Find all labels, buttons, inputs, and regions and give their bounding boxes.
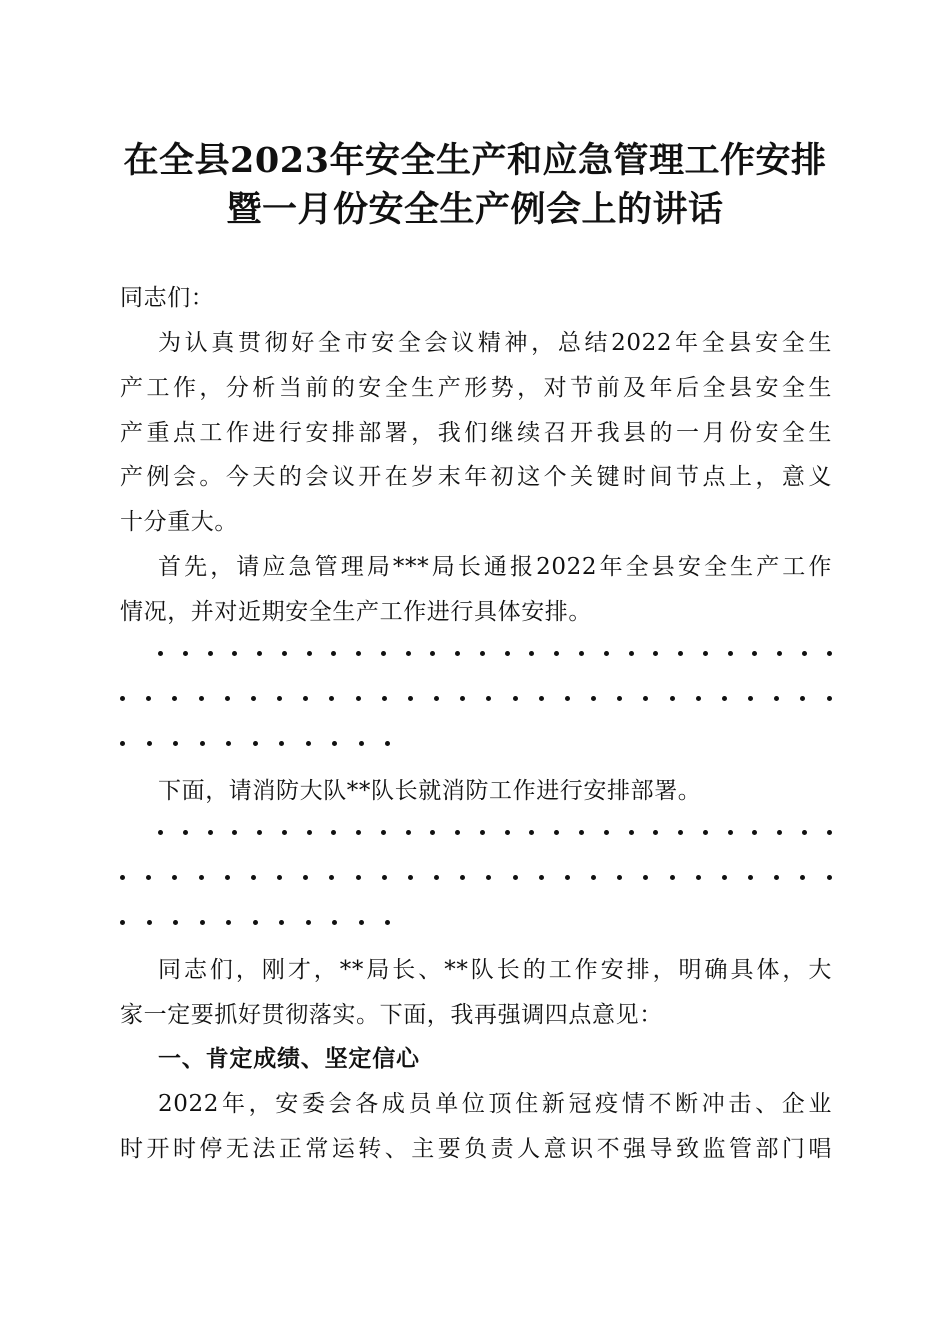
omitted-content-dots [120,686,832,710]
paragraph-line: 时开时停无法正常运转、主要负责人意识不强导致监管部门唱 [120,1136,832,1162]
paragraph-line: 为认真贯彻好全市安全会议精神，总结2022年全县安全生 [158,330,832,356]
paragraph-line: 产重点工作进行安排部署，我们继续召开我县的一月份安全生 [120,420,832,446]
paragraph-line: 产工作，分析当前的安全生产形势，对节前及年后全县安全生 [120,375,832,401]
omitted-content-dots [120,731,390,755]
paragraph-line: 首先，请应急管理局***局长通报2022年全县安全生产工作 [158,554,832,580]
paragraph-line: 2022年，安委会各成员单位顶住新冠疫情不断冲击、企业 [158,1091,832,1117]
paragraph-line: 同志们，刚才，**局长、**队长的工作安排，明确具体，大 [158,957,832,983]
paragraph-line: 产例会。今天的会议开在岁末年初这个关键时间节点上，意义 [120,464,832,490]
paragraph-line: 十分重大。 [120,509,238,535]
omitted-content-dots [120,910,390,934]
paragraph-line: 家一定要抓好贯彻落实。下面，我再强调四点意见： [120,1002,663,1028]
omitted-content-dots [120,865,832,889]
section-heading: 一、肯定成绩、坚定信心 [158,1046,420,1072]
document-title-line-1: 在全县2023年安全生产和应急管理工作安排 [123,140,827,181]
omitted-content-dots [158,820,832,844]
omitted-content-dots [158,641,832,665]
salutation: 同志们： [120,285,215,311]
paragraph-line: 情况，并对近期安全生产工作进行具体安排。 [120,599,592,625]
document-title-line-2: 暨一月份安全生产例会上的讲话 [226,189,724,230]
paragraph-line: 下面，请消防大队**队长就消防工作进行安排部署。 [158,778,702,804]
